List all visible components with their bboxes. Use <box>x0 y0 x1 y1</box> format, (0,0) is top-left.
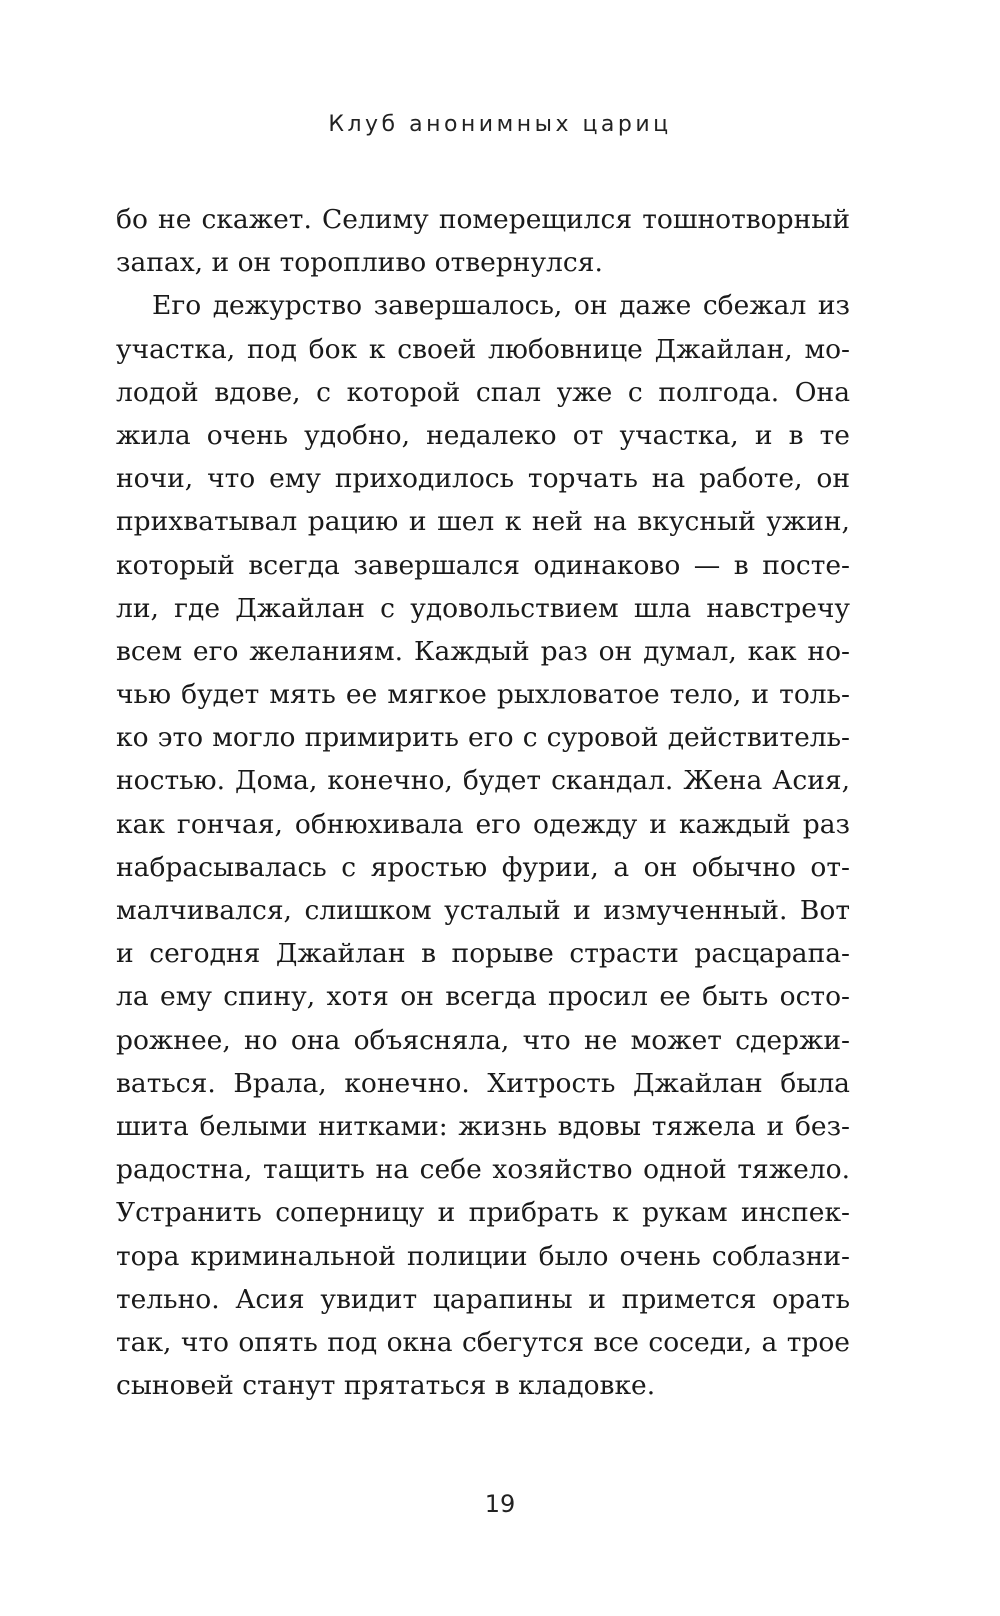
text-line: сыновей станут прятаться в кладовке. <box>116 1370 656 1402</box>
text-line: бо не скажет. Селиму померещился тошнотворный <box>116 204 850 235</box>
text-line: всем его желаниям. Каждый раз он думал, как но- <box>116 635 850 667</box>
text-line: прихватывал рацию и шел к ней на вкусный ужин, <box>116 506 850 538</box>
text-line: ночи, что ему приходилось торчать на работе, он <box>116 463 850 495</box>
running-head: Клуб анонимных цариц <box>328 112 672 137</box>
text-line: тора криминальной полиции было очень соблазни- <box>116 1240 850 1272</box>
text-line: участка, под бок к своей любовнице Джайлан, мо- <box>116 333 850 365</box>
text-line: ли, где Джайлан с удовольствием шла навстречу <box>116 592 850 624</box>
text-line: и сегодня Джайлан в порыве страсти расцарапа- <box>116 938 850 970</box>
text-line: рожнее, но она объясняла, что не может сдержи- <box>116 1024 850 1056</box>
text-line: так, что опять под окна сбегутся все соседи, а трое <box>116 1326 850 1358</box>
page-number: 19 <box>484 1490 516 1518</box>
text-line: запах, и он торопливо отвернулся. <box>116 247 603 279</box>
text-line: набрасывалась с яростью фурии, а он обычно от- <box>116 851 850 883</box>
text-line: малчивался, слишком усталый и измученный. Вот <box>116 895 850 926</box>
text-line: чью будет мять ее мягкое рыхловатое тело, и толь- <box>116 679 850 711</box>
text-line: жила очень удобно, недалеко от участка, и в те <box>116 419 850 451</box>
text-line: ла ему спину, хотя он всегда просил ее быть осто- <box>116 981 850 1013</box>
text-line: как гончая, обнюхивала его одежду и каждый раз <box>116 808 850 840</box>
text-line: радостна, тащить на себе хозяйство одной тяжело. <box>116 1154 850 1186</box>
text-line: Его дежурство завершалось, он даже сбежал из <box>152 290 850 322</box>
text-line: лодой вдове, с которой спал уже с полгода. Она <box>116 376 850 408</box>
body-text <box>116 198 850 1407</box>
text-line: ностью. Дома, конечно, будет скандал. Жена Асия, <box>116 765 850 797</box>
text-line: шита белыми нитками: жизнь вдовы тяжела и без- <box>116 1110 850 1142</box>
text-line: тельно. Асия увидит царапины и примется орать <box>116 1283 850 1315</box>
text-line: который всегда завершался одинаково — в посте- <box>116 549 850 581</box>
text-line: Устранить соперницу и прибрать к рукам инспек- <box>116 1197 850 1229</box>
text-line: ваться. Врала, конечно. Хитрость Джайлан была <box>116 1067 850 1099</box>
text-line: ко это могло примирить его с суровой действитель- <box>116 722 850 754</box>
